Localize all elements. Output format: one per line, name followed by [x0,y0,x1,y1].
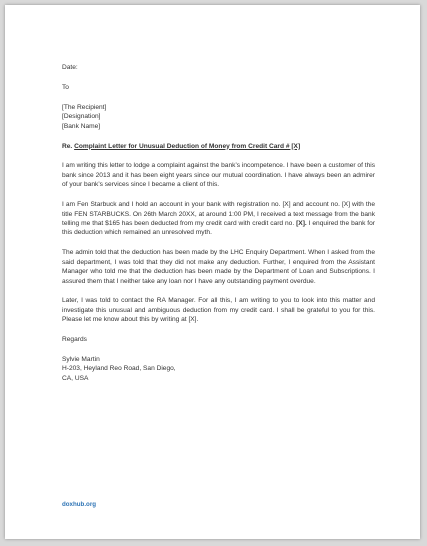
to-label: To [62,83,69,91]
paragraph-2-part-b: I enquired the bank for this deduction which remained an unresolved myth. [62,219,375,237]
paragraph-2-card-number: [X]. [296,219,307,227]
recipient-line: [The Recipient] [62,103,107,111]
sender-name: Sylvie Martin [62,356,100,364]
closing: Regards [62,336,87,344]
bank-name-line: [Bank Name] [62,122,101,130]
letter-body [62,63,375,383]
letter-page [5,5,420,539]
subject-line [62,142,375,151]
designation-line: [Designation] [62,113,101,121]
footer-source-link[interactable]: doxhub.org [62,501,97,508]
paragraph-4: Later, I was told to contact the RA Manager. For all this, I am writing to you to look into this matter and investigate this unusual and ambiguous deduction from my credit card. I shall be grateful to you for this. Please let me know about this by writing at [X]. [62,297,375,324]
subject-prefix: Re. [62,142,73,150]
paragraph-2-part-a: I am Fen Starbuck and I hold an account in your bank with registration no. [X] and account no. [X] with the title FEN STARBUCKS. On 26th March 20XX, at around 1:00 PM, I received a text message from the bank telling me that $165 has been deducted from my credit card with credit card no. [62,201,375,227]
paragraph-3: The admin told that the deduction has been made by the LHC Enquiry Department. When I asked from the said department, I was told that they did not make any deduction. Further, I enquired from the Assistant Manager who told me that the deduction has been made by the Department of Loan and Subscriptions. I assured them that I neither take any loan nor I have any outstanding payment overdue. [62,249,375,285]
date-label: Date: [62,64,78,71]
sender-address-line-1: H-203, Heyland Reo Road, San Diego, [62,365,176,373]
subject-text: Complaint Letter for Unusual Deduction of Money from Credit Card # [X] [74,142,301,150]
sender-address-line-2: CA, USA [62,374,89,382]
paragraph-2 [62,200,375,238]
paragraph-1: I am writing this letter to lodge a complaint against the bank’s incompetence. I have been a customer of this bank since 2013 and it has been eight years since our mutual coordination. I have always been an admirer of your bank’s services since I became a client of this. [62,162,375,189]
